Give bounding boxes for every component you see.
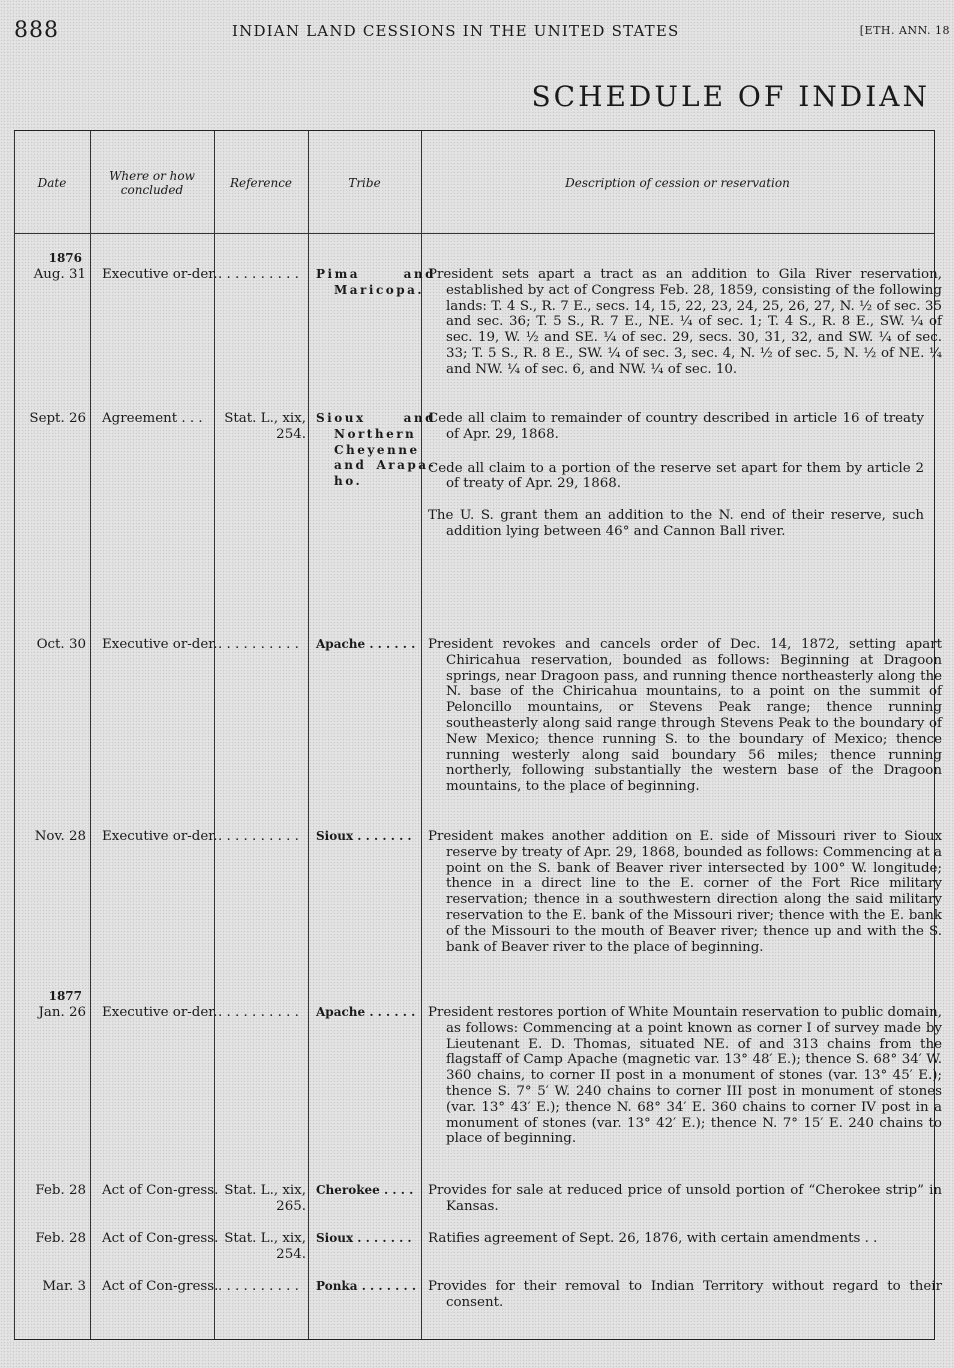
row-date: Feb. 28 (35, 1183, 86, 1198)
row-tribe: Apache . . . . . . (316, 1005, 416, 1019)
row-how: Executive or-der. (102, 637, 218, 652)
row-tribe: Sioux . . . . . . . (316, 1231, 412, 1245)
running-note: [ETH. ANN. 18 (859, 24, 950, 37)
row-date: Nov. 28 (34, 829, 86, 844)
row-description: President restores portion of White Mountain reservation to public domain, as follows: Commencing at a point known as corner I of survey made by Lieutenant E. D. Thomas, situated NE. of and 313 chains from the flagstaff of Camp Apache (magnetic var. 13° 48′ E.); thence S. 68° 34′ W. 360 chains, to corner II post in a monument of stones (var. 13° 45′ E.); thence S. 7° 5′ W. 240 chains to corner III post in monument of stones (var. 13° 43′ E.); thence N. 68° 34′ E. 360 chains to corner IV post in a monument of stones (var. 13° 42′ E.); thence N. 7° 15′ E. 240 chains to place of beginning. (428, 1005, 942, 1147)
row-how: Executive or-der. (102, 1005, 218, 1020)
row-date: Mar. 3 (42, 1279, 86, 1294)
page-number: 888 (14, 18, 59, 43)
row-year: 1877 (48, 989, 82, 1003)
row-description: President makes another addition on E. side of Missouri river to Sioux reserve by treaty of Apr. 29, 1868, bounded as follows: Commencing at a point on the S. bank of Beaver river intersected by 100° W. longitude; thence in a direct line to the E. corner of the Fort Rice military reservation; thence in a southwestern direction along the said military reservation to the E. bank of the Missouri river; thence with the E. bank of the Missouri to the mouth of Beaver river; thence up and with the S. bank of Beaver river to the place of beginning. (428, 829, 942, 955)
column-header-description: Description of cession or reservation (565, 176, 790, 190)
row-how: Executive or-der. (102, 829, 218, 844)
page-header (0, 18, 954, 48)
column-header-date: Date (37, 176, 67, 190)
row-description: Provides for their removal to Indian Territory without regard to their consent. (428, 1279, 942, 1310)
row-how: Act of Con-gress. (102, 1231, 219, 1246)
row-tribe: Ponka . . . . . . . (316, 1279, 417, 1293)
row-reference: . . . . . . . . . . (218, 1279, 299, 1294)
row-description: Cede all claim to remainder of country described in article 16 of treaty of Apr. 29, 1868. (428, 411, 924, 442)
row-reference: Stat. L., xix, 254. (224, 1231, 306, 1262)
column-header-tribe: Tribe (348, 176, 381, 190)
column-header-reference: Reference (229, 176, 293, 190)
row-reference: Stat. L., xix, 265. (224, 1183, 306, 1214)
row-reference: . . . . . . . . . . (218, 267, 299, 282)
schedule-title: SCHEDULE OF INDIAN (531, 80, 930, 113)
row-tribe: Sioux and Northern Cheyenne and Arapa-ho. (316, 411, 436, 489)
row-tribe: Cherokee . . . . (316, 1183, 414, 1197)
row-description: President revokes and cancels order of Dec. 14, 1872, setting apart Chiricahua reservation, bounded as follows: Beginning at Dragoon springs, near Dragoon pass, and running thence northeasterly along the N. base of the Chiricahua mountains, to a point on the summit of Peloncillo mountains, or Stevens Peak range; thence running southeasterly along said range through Stevens Peak to the boundary of New Mexico; thence running S. to the boundary of Mexico; thence running westerly along said boundary 56 miles; thence running northerly, following substantially the western base of the Dragoon mountains, to the place of beginning. (428, 637, 942, 795)
row-description: The U. S. grant them an addition to the N. end of their reserve, such addition lying between 46° and Cannon Ball river. (428, 508, 924, 539)
column-header-how: Where or how concluded (109, 169, 195, 197)
row-date: Sept. 26 (29, 411, 86, 426)
row-description-group (428, 411, 924, 556)
row-date: Oct. 30 (36, 637, 86, 652)
row-how: Executive or-der. (102, 267, 218, 282)
row-date: 1876 Aug. 31 (14, 251, 86, 283)
row-description: Provides for sale at reduced price of unsold portion of “Cherokee strip” in Kansas. (428, 1183, 942, 1214)
running-title: INDIAN LAND CESSIONS IN THE UNITED STATES (232, 22, 680, 40)
row-date: 1877 Jan. 26 (14, 989, 86, 1021)
row-how: Act of Con-gress. (102, 1183, 219, 1198)
row-reference: . . . . . . . . . . (218, 637, 299, 652)
row-how: Act of Con-gress. (102, 1279, 219, 1294)
row-description: President sets apart a tract as an addition to Gila River reservation, established by act of Congress Feb. 28, 1859, consisting of the following lands: T. 4 S., R. 7 E., secs. 14, 15, 22, 23, 24, 25, 26, 27, N. ½ of sec. 35 and sec. 36; T. 5 S., R. 7 E., NE. ¼ of sec. 1; T. 4 S., R. 8 E., SW. ¼ of sec. 19, W. ½ and SE. ¼ of sec. 29, secs. 30, 31, 32, and SW. ¼ of sec. 33; T. 5 S., R. 8 E., SW. ¼ of sec. 3, sec. 4, N. ½ of sec. 5, N. ½ of NE. ¼ and NW. ¼ of sec. 6, and NW. ¼ of sec. 10. (428, 267, 942, 377)
row-tribe: Pima and Maricopa. (316, 267, 436, 297)
row-description: Cede all claim to a portion of the reserve set apart for them by article 2 of treaty of Apr. 29, 1868. (428, 460, 924, 492)
row-tribe: Apache . . . . . . (316, 637, 416, 651)
row-how: Agreement . . . (102, 411, 203, 426)
row-reference: Stat. L., xix, 254. (224, 411, 306, 442)
row-reference: . . . . . . . . . . (218, 1005, 299, 1020)
row-year: 1876 (48, 251, 82, 265)
row-description: Ratifies agreement of Sept. 26, 1876, with certain amendments . . (428, 1231, 878, 1246)
row-tribe: Sioux . . . . . . . (316, 829, 412, 843)
cessions-table (14, 130, 942, 1340)
row-date: Feb. 28 (35, 1231, 86, 1246)
row-reference: . . . . . . . . . . (218, 829, 299, 844)
